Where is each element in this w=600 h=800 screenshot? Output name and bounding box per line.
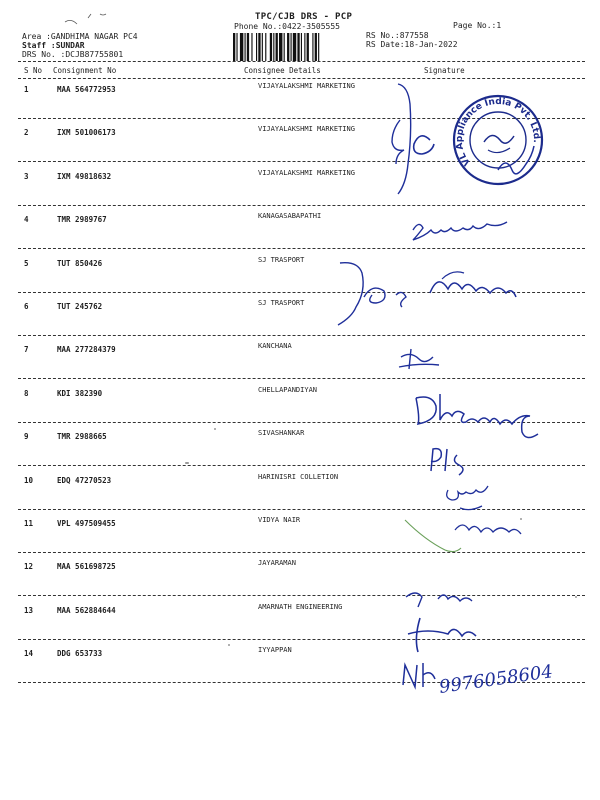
barcode-bar [258,33,260,61]
signature-row-4 [405,210,525,245]
header-divider-bottom [18,78,585,79]
barcode [232,33,356,61]
signature-row-9 [425,445,475,475]
scan-mark [60,8,120,30]
area-label: Area :GANDHIMA NAGAR PC4 [22,32,138,41]
row-consignee: JAYARAMAN [258,559,296,568]
barcode-bar [312,33,313,61]
row-consignment-number: TMR 2989767 [57,215,107,225]
row-consignee: VIJAYALAKSHMI MARKETING [258,168,355,177]
barcode-bar [315,33,317,61]
signature-row-7 [395,345,445,375]
row-consignment-number: MAA 277284379 [57,345,116,355]
column-consignment: Consignment No [53,66,117,75]
header-divider-top [18,61,585,62]
barcode-bar [233,33,235,61]
row-consignee: VIJAYALAKSHMI MARKETING [258,82,355,90]
row-consignee: SJ TRASPORT [258,299,305,307]
signature-row-14 [395,655,570,710]
barcode-bar [304,33,305,61]
row-sno: 1 [24,85,29,94]
row-consignment-number: TUT 850426 [57,258,103,268]
row-consignee: HARINISRI COLLETION [258,472,339,481]
row-sno: 6 [24,302,29,311]
signature-rows-1-3 [380,80,560,200]
row-consignment-number: DDG 653733 [57,649,103,659]
row-divider [18,639,585,640]
row-consignment-number: KDI 382390 [57,388,103,398]
row-consignee: KANCHANA [258,342,292,351]
barcode-bar [256,33,257,61]
barcode-bar [284,33,285,61]
row-divider [18,248,585,249]
row-divider [18,465,585,466]
document-title: TPC/CJB DRS - PCP [255,12,353,22]
row-sno: 10 [24,475,34,485]
barcode-bar [265,33,266,61]
stamp-text: VL Appliance India Pvt. Ltd. [454,96,542,168]
row-sno: 9 [24,432,29,442]
signature-row-8 [410,390,560,430]
row-consignment-number: IXM 501006173 [57,128,116,138]
barcode-bar [236,33,237,61]
barcode-bar [270,33,272,61]
column-signature: Signature [424,66,465,75]
column-sno: S No [24,66,43,75]
scan-speck [228,644,230,646]
rs-number: RS No.:877558 [366,31,429,40]
signature-row-12 [400,585,490,610]
row-consignee: VIJAYALAKSHMI MARKETING [258,125,355,134]
barcode-bar [318,33,319,61]
barcode-bar [251,33,252,61]
barcode-bar [307,33,309,61]
barcode-bar [293,33,296,61]
row-consignment-number: MAA 561698725 [57,562,116,572]
row-divider [18,205,585,206]
row-consignee: KANAGASABAPATHI [258,212,322,221]
barcode-bar [245,33,246,61]
barcode-bar [240,33,243,61]
barcode-bar [262,33,263,61]
barcode-bar [273,33,274,61]
row-consignment-number: TMR 2988665 [57,432,107,442]
row-sno: 5 [24,258,29,268]
barcode-bar [291,33,292,61]
row-sno: 3 [24,171,29,181]
staff-label: Staff :SUNDAR [22,41,85,50]
row-sno: 12 [24,562,34,572]
barcode-bar [279,33,282,61]
scan-speck [185,462,189,464]
barcode-bar [297,33,299,61]
row-consignment-number: VPL 497509455 [57,519,116,528]
barcode-bar [287,33,289,61]
row-sno: 4 [24,215,29,225]
row-consignment-number: TUT 245762 [57,302,103,311]
row-divider [18,595,585,596]
scan-speck [214,428,216,430]
row-consignee: AMARNATH ENGINEERING [258,602,343,611]
scan-speck [520,518,522,520]
row-divider [18,378,585,379]
barcode-bar [276,33,278,61]
svg-text:9976058604: 9976058604 [437,661,555,698]
row-consignee: SIVASHANKAR [258,429,305,438]
row-consignee: SJ TRASPORT [258,255,305,264]
signature-row-13 [400,612,490,657]
row-consignee: VIDYA NAIR [258,516,301,524]
signature-rows-5-6 [330,255,560,330]
row-consignee: CHELLAPANDIYAN [258,385,318,394]
row-sno: 8 [24,388,29,398]
barcode-bar [247,33,249,61]
signature-row-11 [385,510,535,555]
row-sno: 7 [24,345,29,355]
scan-speck [575,596,577,598]
row-consignment-number: EDQ 47270523 [57,475,112,485]
row-consignment-number: MAA 562884644 [57,605,116,615]
rs-date: RS Date:18-Jan-2022 [366,40,458,49]
phone-number: Phone No.:0422-3505555 [234,22,340,31]
drs-number: DRS No. :DCJB87755801 [22,50,124,59]
row-consignee: IYYAPPAN [258,646,292,655]
barcode-bar [301,33,302,61]
row-consignment-number: IXM 49818632 [57,171,112,181]
row-sno: 11 [24,519,34,528]
row-sno: 2 [24,128,29,138]
page-number: Page No.:1 [453,21,502,30]
row-sno: 13 [24,605,34,615]
row-consignment-number: MAA 564772953 [57,85,116,94]
row-sno: 14 [24,649,34,659]
row-divider [18,335,585,336]
column-consignee: Consignee Details [244,66,321,75]
